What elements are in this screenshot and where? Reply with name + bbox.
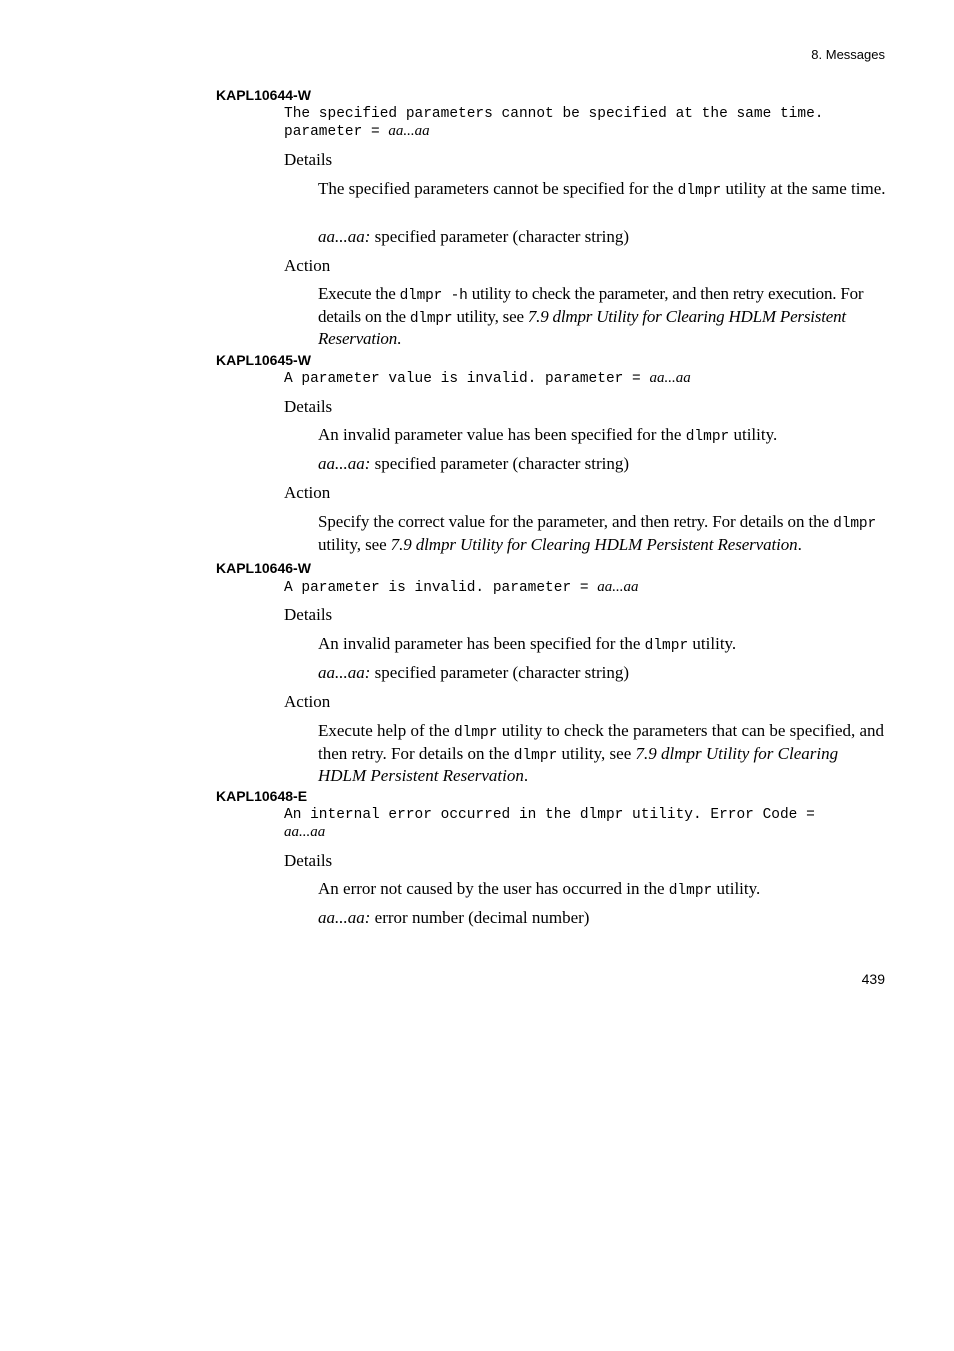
variable-description: aa...aa: specified parameter (character string) bbox=[318, 227, 630, 246]
message-variable: aa...aa bbox=[284, 824, 326, 840]
running-header: 8. Messages bbox=[811, 47, 885, 62]
message-variable: aa...aa bbox=[649, 370, 691, 386]
action-label: Action bbox=[284, 256, 331, 275]
action-text: Specify the correct value for the parameter, and then retry. For details on the dlmpr utility, see 7.9 dlmpr Utility for Clearing HDLM Persistent Reservation. bbox=[318, 512, 877, 554]
action-text: Execute the dlmpr -h utility to check the parameter, and then retry execution. For details on the dlmpr utility, see 7.9 dlmpr Utility for Clearing HDLM Persistent Reservation. bbox=[318, 284, 864, 348]
message-code: KAPL10645-W bbox=[216, 352, 311, 368]
cross-reference: 7.9 dlmpr Utility for Clearing HDLM Persistent Reservation bbox=[318, 743, 839, 785]
cross-reference: 7.9 dlmpr Utility for Clearing HDLM Persistent Reservation bbox=[318, 306, 846, 348]
details-text: The specified parameters cannot be specified for the dlmpr utility at the same time. bbox=[318, 179, 886, 199]
details-text: An error not caused by the user has occurred in the dlmpr utility. bbox=[318, 879, 761, 899]
action-text: Execute help of the dlmpr utility to check the parameters that can be specified, and then retry. For details on the dlmpr utility, see 7.9 dlmpr Utility for Clearing HDLM Persistent Reservation. bbox=[318, 721, 885, 785]
message-code: KAPL10648-E bbox=[216, 788, 308, 804]
variable-description: aa...aa: error number (decimal number) bbox=[318, 908, 590, 927]
message-text: A parameter is invalid. parameter = aa...aa bbox=[284, 579, 639, 596]
details-label: Details bbox=[284, 150, 333, 169]
message-variable: aa...aa bbox=[388, 123, 430, 139]
message-text: The specified parameters cannot be specified at the same time. parameter = aa...aa bbox=[284, 106, 824, 140]
message-text: An internal error occurred in the dlmpr utility. Error Code = aa...aa bbox=[284, 807, 815, 840]
message-code: KAPL10644-W bbox=[216, 87, 311, 103]
action-label: Action bbox=[284, 692, 331, 711]
details-label: Details bbox=[284, 851, 333, 870]
message-variable: aa...aa bbox=[597, 579, 639, 595]
details-label: Details bbox=[284, 605, 333, 624]
details-label: Details bbox=[284, 397, 333, 416]
action-label: Action bbox=[284, 483, 331, 502]
page-number: 439 bbox=[861, 971, 885, 987]
message-text: A parameter value is invalid. parameter = aa...aa bbox=[284, 370, 691, 387]
variable-description: aa...aa: specified parameter (character string) bbox=[318, 454, 630, 473]
details-text: An invalid parameter has been specified for the dlmpr utility. bbox=[318, 634, 737, 654]
message-code: KAPL10646-W bbox=[216, 560, 311, 576]
variable-description: aa...aa: specified parameter (character string) bbox=[318, 663, 630, 682]
details-text: An invalid parameter value has been specified for the dlmpr utility. bbox=[318, 425, 778, 445]
cross-reference: 7.9 dlmpr Utility for Clearing HDLM Persistent Reservation bbox=[390, 534, 798, 554]
